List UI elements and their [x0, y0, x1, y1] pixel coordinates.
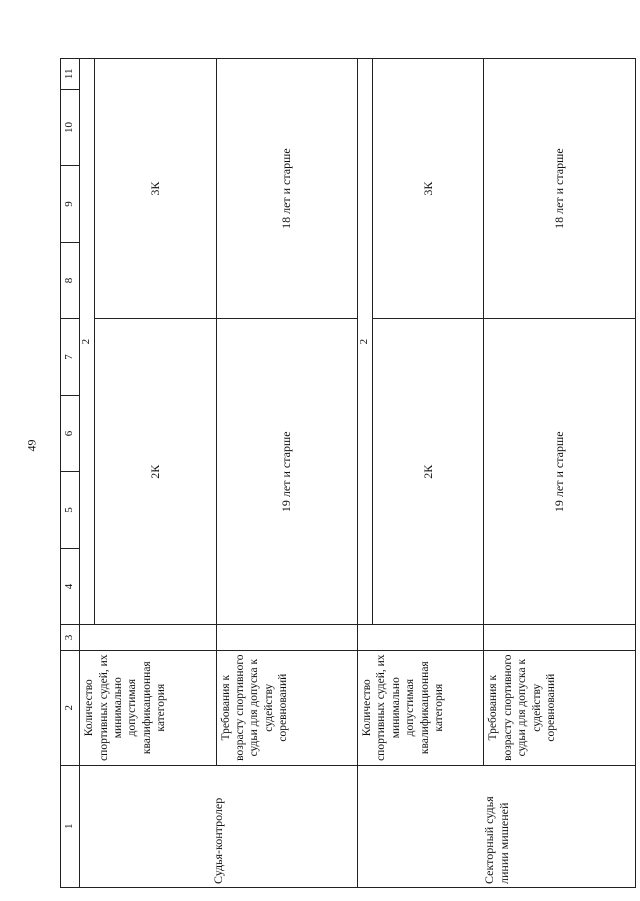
age-requirement-value: 18 лет и старше [216, 59, 357, 319]
role-name: Секторный судья линии мишеней [358, 765, 636, 887]
referee-requirements-table [60, 58, 636, 888]
age-requirement-value: 19 лет и старше [216, 319, 357, 625]
rotated-table-wrapper [60, 58, 636, 888]
age-requirement-value: 19 лет и старше [484, 319, 636, 625]
column-number: 3 [61, 625, 80, 651]
column-number: 7 [61, 319, 80, 396]
requirement-label: Количество спортивных судей, их минимально допустимая квалификационная категория [358, 650, 484, 765]
column-number: 4 [61, 548, 80, 625]
column-number: 9 [61, 166, 80, 243]
column-number: 10 [61, 89, 80, 166]
min-category-value: 3К [95, 59, 216, 319]
age-requirement-value: 18 лет и старше [484, 59, 636, 319]
column-number-row [61, 59, 80, 888]
min-category-value: 2К [95, 319, 216, 625]
column-number: 8 [61, 242, 80, 319]
requirement-label: Требования к возрасту спортивного судьи для допуска к судейству соревнований [216, 650, 357, 765]
column-number: 11 [61, 59, 80, 90]
table-row [484, 59, 636, 888]
min-category-value: 2К [373, 319, 484, 625]
min-category-value: 3К [373, 59, 484, 319]
group-number: 2 [358, 59, 373, 625]
column-number: 6 [61, 395, 80, 472]
requirement-label: Количество спортивных судей, их минимально допустимая квалификационная категория [80, 650, 216, 765]
column-number: 5 [61, 472, 80, 549]
column-number: 2 [61, 650, 80, 765]
group-number-row [80, 59, 95, 888]
table-row [216, 59, 357, 888]
group-number-row [358, 59, 373, 888]
role-name: Судья-контролер [80, 765, 358, 887]
requirement-label: Требования к возрасту спортивного судьи для допуска к судейству соревнований [484, 650, 636, 765]
group-number: 2 [80, 59, 95, 625]
column-number: 1 [61, 765, 80, 887]
page-number: 49 [24, 439, 39, 452]
